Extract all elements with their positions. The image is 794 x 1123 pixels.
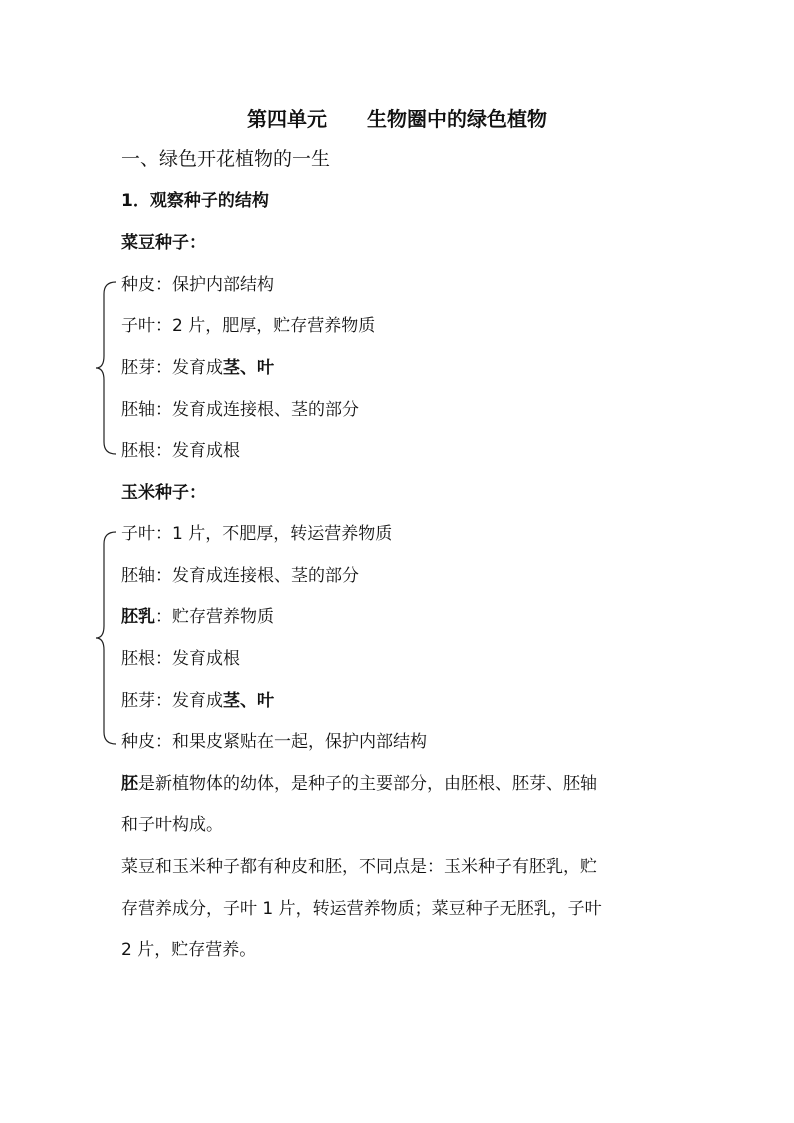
comparison-paragraph-line-3: 2 片，贮存营养。 — [121, 940, 257, 960]
corn-item-endosperm: 胚乳：贮存营养物质 — [121, 607, 274, 627]
corn-item-plumule: 胚芽：发育成茎、叶 — [121, 691, 274, 711]
term: 子叶 — [121, 316, 155, 336]
term: 胚芽 — [121, 358, 155, 378]
corn-item-hypocotyl: 胚轴：发育成连接根、茎的部分 — [121, 566, 359, 586]
term: 胚 — [121, 774, 138, 794]
corn-seed-heading: 玉米种子： — [121, 483, 206, 503]
bean-seed-heading: 菜豆种子： — [121, 233, 206, 253]
description: 2 片，肥厚，贮存营养物质 — [172, 316, 376, 336]
corn-brace-icon — [94, 530, 118, 746]
description: 和果皮紧贴在一起，保护内部结构 — [172, 732, 427, 752]
term: 胚根 — [121, 649, 155, 669]
corn-item-seed-coat: 种皮：和果皮紧贴在一起，保护内部结构 — [121, 732, 427, 752]
term: 胚根 — [121, 441, 155, 461]
bean-item-hypocotyl: 胚轴：发育成连接根、茎的部分 — [121, 400, 359, 420]
description: 贮存营养物质 — [172, 607, 274, 627]
embryo-paragraph-line-2: 和子叶构成。 — [121, 815, 223, 835]
embryo-paragraph-line-1: 胚是新植物体的幼体，是种子的主要部分，由胚根、胚芽、胚轴 — [121, 774, 597, 794]
term: 子叶 — [121, 524, 155, 544]
description: 1 片，不肥厚，转运营养物质 — [172, 524, 393, 544]
description: 发育成 — [172, 358, 223, 378]
emphasis: 茎、叶 — [223, 691, 274, 711]
term: 种皮 — [121, 275, 155, 295]
bean-item-cotyledon: 子叶：2 片，肥厚，贮存营养物质 — [121, 316, 376, 336]
emphasis: 茎、叶 — [223, 358, 274, 378]
description: 发育成根 — [172, 441, 240, 461]
section-heading: 一、绿色开花植物的一生 — [121, 148, 331, 170]
term: 胚轴 — [121, 566, 155, 586]
term: 胚乳 — [121, 607, 155, 627]
term: 胚芽 — [121, 691, 155, 711]
page-title: 第四单元 生物圈中的绿色植物 — [247, 107, 547, 131]
description: 发育成连接根、茎的部分 — [172, 400, 359, 420]
term: 胚轴 — [121, 400, 155, 420]
subsection-heading: 1．观察种子的结构 — [121, 191, 269, 211]
description: 保护内部结构 — [172, 275, 274, 295]
bean-item-radicle: 胚根：发育成根 — [121, 441, 240, 461]
term: 种皮 — [121, 732, 155, 752]
description: 发育成根 — [172, 649, 240, 669]
comparison-paragraph-line-1: 菜豆和玉米种子都有种皮和胚，不同点是：玉米种子有胚乳，贮 — [121, 857, 597, 877]
bean-item-seed-coat: 种皮：保护内部结构 — [121, 275, 274, 295]
bean-item-plumule: 胚芽：发育成茎、叶 — [121, 358, 274, 378]
description: 发育成 — [172, 691, 223, 711]
bean-brace-icon — [94, 280, 118, 456]
description: 发育成连接根、茎的部分 — [172, 566, 359, 586]
corn-item-cotyledon: 子叶：1 片，不肥厚，转运营养物质 — [121, 524, 393, 544]
corn-item-radicle: 胚根：发育成根 — [121, 649, 240, 669]
comparison-paragraph-line-2: 存营养成分，子叶 1 片，转运营养物质；菜豆种子无胚乳，子叶 — [121, 899, 602, 919]
